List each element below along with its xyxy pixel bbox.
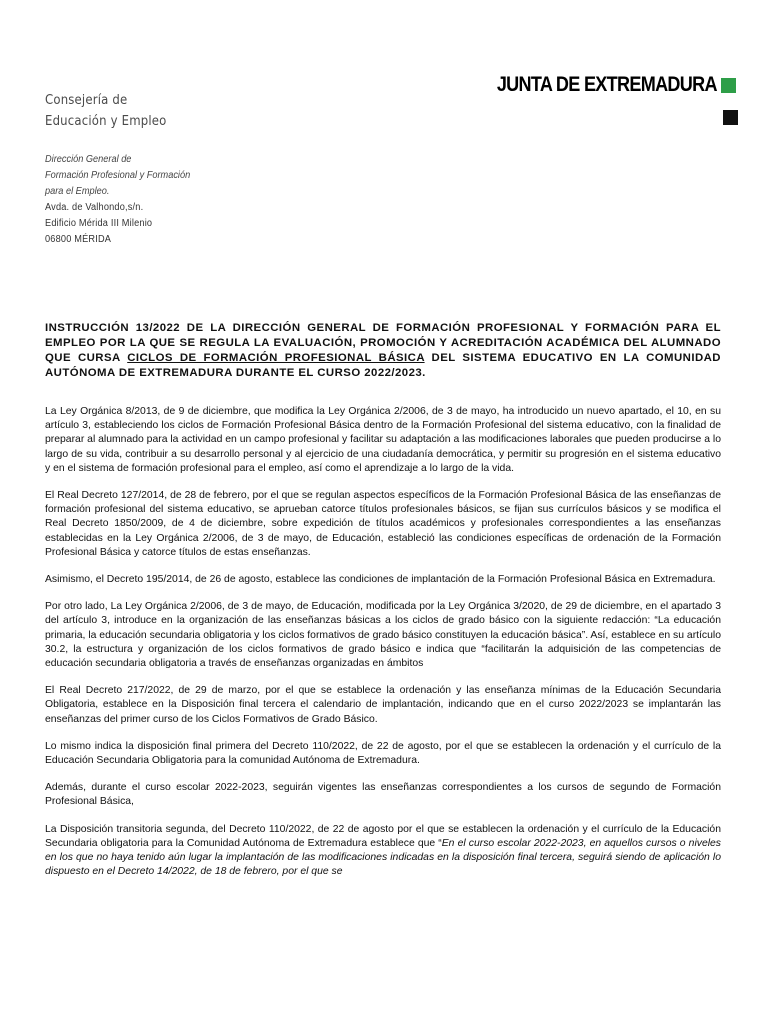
junta-logo-text: JUNTA DE EXTREMADURA bbox=[496, 73, 717, 96]
sender-block bbox=[45, 152, 190, 248]
department-line-1: Consejería de bbox=[45, 93, 128, 108]
paragraph-8 bbox=[45, 823, 721, 880]
paragraph-1: La Ley Orgánica 8/2013, de 9 de diciembre, que modifica la Ley Orgánica 2/2006, de 3 de mayo, ha introducido un nuevo apartado, el 10, en su artículo 3, estableciendo los ciclos de Formación Profesional Básica dentro de la Formación Profesional del sistema educativo, con la finalidad de preparar al alumnado para la actividad en un campo profesional y facilitar su adaptación a las modificaciones laborales que pueden producirse a lo largo de su vida, contribuir a su desarrollo personal y al ejercicio de una ciudadanía democrática, y permitir su progresión en el sistema educativo y en el sistema de formación profesional para el empleo, así como el aprendizaje a lo largo de la vida. bbox=[45, 406, 721, 474]
title-part-1: INSTRUCCIÓN 13/2022 DE LA DIRECCIÓN GENERAL DE FORMACIÓN PROFESIONAL Y FORMACIÓN PARA EL EMPLEO POR LA QUE SE REGULA LA EVALUACIÓN, PROMOCIÓN Y ACREDITACIÓN ACADÉMICA DEL ALUMNADO QUE CURSA bbox=[45, 322, 721, 364]
sender-line-1: Dirección General de bbox=[45, 154, 132, 165]
sender-line-3: para el Empleo. bbox=[45, 186, 110, 197]
junta-logo bbox=[461, 74, 736, 96]
sender-address-2: Edificio Mérida III Milenio bbox=[45, 218, 153, 229]
paragraph-2: El Real Decreto 127/2014, de 28 de febrero, por el que se regulan aspectos específicos de la Formación Profesional Básica de las enseñanzas de formación profesional del sistema educativo, se aprueban catorce títulos profesionales básicos, se fijan sus currículos básicos y se modifica el Real Decreto 1850/2009, de 4 de diciembre, sobre expedición de títulos académicos y profesionales correspondientes a las enseñanzas establecidas en la Ley Orgánica 2/2006, de 3 de mayo, de Educación, estableció las condiciones específicas de ordenación de la Formación Profesional Básica y catorce títulos de estas enseñanzas. bbox=[45, 490, 721, 558]
green-square-icon bbox=[721, 78, 736, 93]
paragraph-8-quote: En el curso escolar 2022-2023, en aquellos cursos o niveles en los que no haya tenido aún lugar la implantación de las modificaciones indicadas en la disposición final tercera, seguirá siendo de aplicación lo dispuesto en el Decreto 14/2022, de 18 de febrero, por el que se bbox=[45, 837, 722, 878]
paragraph-5: El Real Decreto 217/2022, de 29 de marzo, por el que se establece la ordenación y las enseñanza mínimas de la Educación Secundaria Obligatoria, establece en la Disposición final tercera el calendario de implantación, indicando que en el curso 2022/2023 se implantarán las enseñanzas del primer curso de los Ciclos Formativos de Grado Básico. bbox=[45, 685, 721, 725]
title-part-2: DEL SISTEMA EDUCATIVO EN LA COMUNIDAD AUTÓNOMA DE EXTREMADURA DURANTE EL CURSO 2022/2023. bbox=[45, 352, 721, 379]
sender-address-3: 06800 MÉRIDA bbox=[45, 234, 112, 245]
paragraph-4: Por otro lado, La Ley Orgánica 2/2006, de 3 de mayo, de Educación, modificada por la Ley Orgánica 3/2020, de 29 de diciembre, en el apartado 3 del artículo 3, introduce en la organización de las enseñanzas básicas a los ciclos de grado básico con la siguiente redacción: “La educación primaria, la educación secundaria obligatoria y los ciclos formativos de grado básico constituyen la educación básica”. Así, establece en su artículo 30.2, la estructura y organización de los ciclos formativos de grado básico e indica que “facilitarán la adquisición de las competencias de educación secundaria obligatoria a través de enseñanzas organizadas en ámbitos bbox=[45, 601, 721, 670]
paragraph-6: Lo mismo indica la disposición final primera del Decreto 110/2022, de 22 de agosto, por el que se establecen la ordenación y el currículo de la Educación Secundaria Obligatoria para la comunidad Autónoma de Extremadura. bbox=[45, 740, 721, 767]
document-body bbox=[45, 405, 721, 892]
document-title bbox=[45, 321, 721, 381]
sender-address-1: Avda. de Valhondo,s/n. bbox=[45, 202, 144, 213]
title-underlined: CICLOS DE FORMACIÓN PROFESIONAL BÁSICA bbox=[127, 352, 425, 364]
department-name bbox=[45, 90, 167, 132]
department-line-2: Educación y Empleo bbox=[45, 114, 167, 129]
paragraph-8-text: La Disposición transitoria segunda, del Decreto 110/2022, de 22 de agosto por el que se establecen la ordenación y el currículo de la Educación Secundaria obligatoria para la Comunidad Autónoma de Extremadura establece que “ bbox=[45, 823, 721, 849]
paragraph-3: Asimismo, el Decreto 195/2014, de 26 de agosto, establece las condiciones de implantación de la Formación Profesional Básica en Extremadura. bbox=[45, 574, 716, 586]
paragraph-7: Además, durante el curso escolar 2022-2023, seguirán vigentes las enseñanzas correspondientes a los cursos de segundo de Formación Profesional Básica, bbox=[45, 782, 721, 808]
sender-line-2: Formación Profesional y Formación bbox=[45, 170, 191, 181]
black-square-icon bbox=[723, 110, 738, 125]
